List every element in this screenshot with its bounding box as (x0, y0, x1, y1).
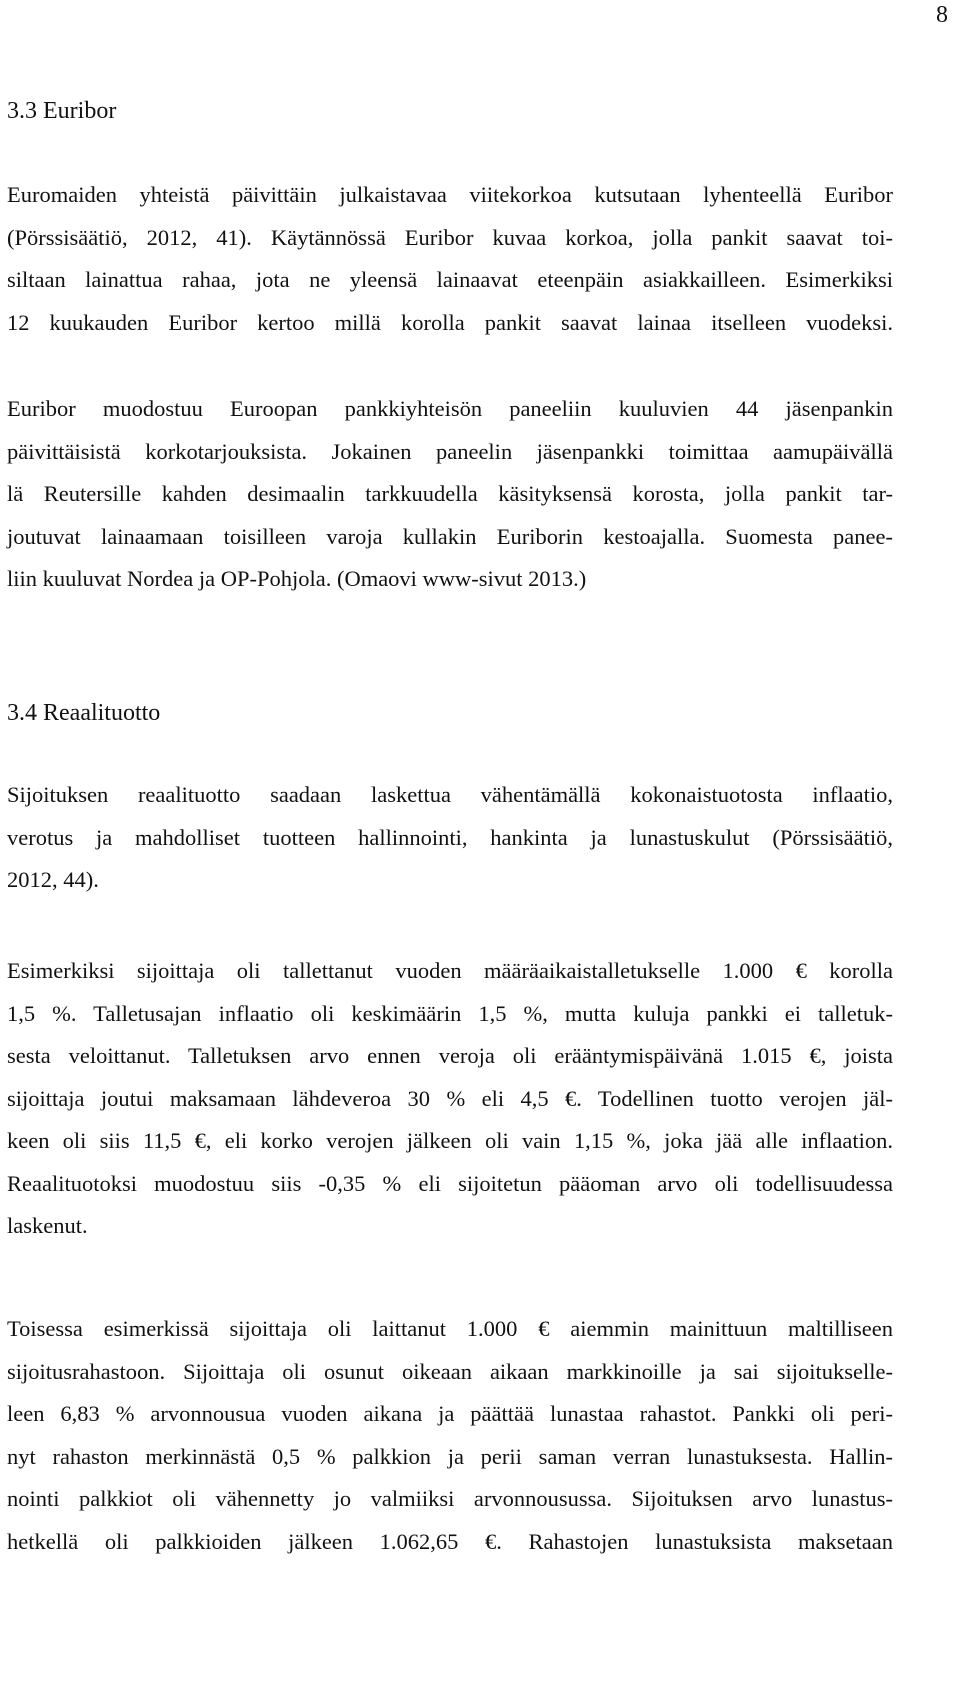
text-line: Sijoituksen reaalituotto saadaan laskettua vähentämällä kokonaistuotosta inflaatio, (7, 782, 893, 807)
text-line: hetkellä oli palkkioiden jälkeen 1.062,65 €. Rahastojen lunastuksista maksetaan (7, 1528, 893, 1554)
text-line: lä Reutersille kahden desimaalin tarkkuudella käsityksensä korosta, jolla pankit tar- (7, 481, 893, 506)
text-line: 2012, 44). (7, 867, 99, 892)
text-line: sesta veloittanut. Talletuksen arvo ennen veroja oli erääntymispäivänä 1.015 €, joista (7, 1043, 893, 1068)
text-line: siltaan lainattua rahaa, jota ne yleensä lainaavat eteenpäin asiakkailleen. Esimerkiksi (7, 267, 893, 292)
paragraph-example-deposit (7, 950, 893, 1248)
text-line: joutuvat lainaamaan toisilleen varoja kullakin Euriborin kestoajalla. Suomesta panee- (7, 523, 893, 549)
text-line: nointi palkkiot oli vähennetty jo valmiiksi arvonnousussa. Sijoituksen arvo lunastus- (7, 1486, 893, 1511)
section-heading-reaalituotto: 3.4 Reaalituotto (7, 700, 161, 726)
text-line: sijoitusrahastoon. Sijoittaja oli osunut oikeaan aikaan markkinoille ja sai sijoitukselle- (7, 1358, 893, 1384)
text-line: päivittäisistä korkotarjouksista. Jokainen paneelin jäsenpankki toimittaa aamupäivällä (7, 438, 893, 464)
text-line: nyt rahaston merkinnästä 0,5 % palkkion ja perii saman verran lunastuksesta. Hallin- (7, 1443, 893, 1469)
paragraph-euribor-formation (7, 388, 893, 601)
page-number: 8 (936, 2, 948, 28)
text-line: laskenut. (7, 1213, 88, 1238)
text-line: Euribor muodostuu Euroopan pankkiyhteisön paneeliin kuuluvien 44 jäsenpankin (7, 396, 893, 421)
text-line: keen oli siis 11,5 €, eli korko verojen jälkeen oli vain 1,15 %, joka jää alle inflaation. (7, 1128, 893, 1153)
text-line: Euromaiden yhteistä päivittäin julkaistavaa viitekorkoa kutsutaan lyhenteellä Euribor (7, 182, 893, 207)
paragraph-example-fund (7, 1308, 893, 1563)
text-line: 12 kuukauden Euribor kertoo millä korolla pankit saavat lainaa itselleen vuodeksi. (7, 309, 893, 335)
paragraph-euribor-definition (7, 174, 893, 344)
text-line: Esimerkiksi sijoittaja oli tallettanut vuoden määräaikaistalletukselle 1.000 € korolla (7, 958, 893, 983)
paragraph-reaalituotto-definition (7, 774, 893, 902)
section-heading-euribor: 3.3 Euribor (7, 98, 117, 124)
text-line: 1,5 %. Talletusajan inflaatio oli keskimäärin 1,5 %, mutta kuluja pankki ei talletuk- (7, 1000, 893, 1026)
text-line: leen 6,83 % arvonnousua vuoden aikana ja päättää lunastaa rahastot. Pankki oli peri- (7, 1401, 893, 1426)
text-line: verotus ja mahdolliset tuotteen hallinnointi, hankinta ja lunastuskulut (Pörssisäätiö, (7, 824, 893, 850)
text-line: Reaalituotoksi muodostuu siis -0,35 % eli sijoitetun pääoman arvo oli todellisuudessa (7, 1170, 893, 1196)
text-line: liin kuuluvat Nordea ja OP-Pohjola. (Omaovi www-sivut 2013.) (7, 566, 587, 591)
text-line: Toisessa esimerkissä sijoittaja oli laittanut 1.000 € aiemmin mainittuun maltilliseen (7, 1316, 893, 1341)
text-line: sijoittaja joutui maksamaan lähdeveroa 30 % eli 4,5 €. Todellinen tuotto verojen jäl- (7, 1085, 893, 1111)
text-line: (Pörssisäätiö, 2012, 41). Käytännössä Euribor kuvaa korkoa, jolla pankit saavat toi- (7, 224, 893, 250)
